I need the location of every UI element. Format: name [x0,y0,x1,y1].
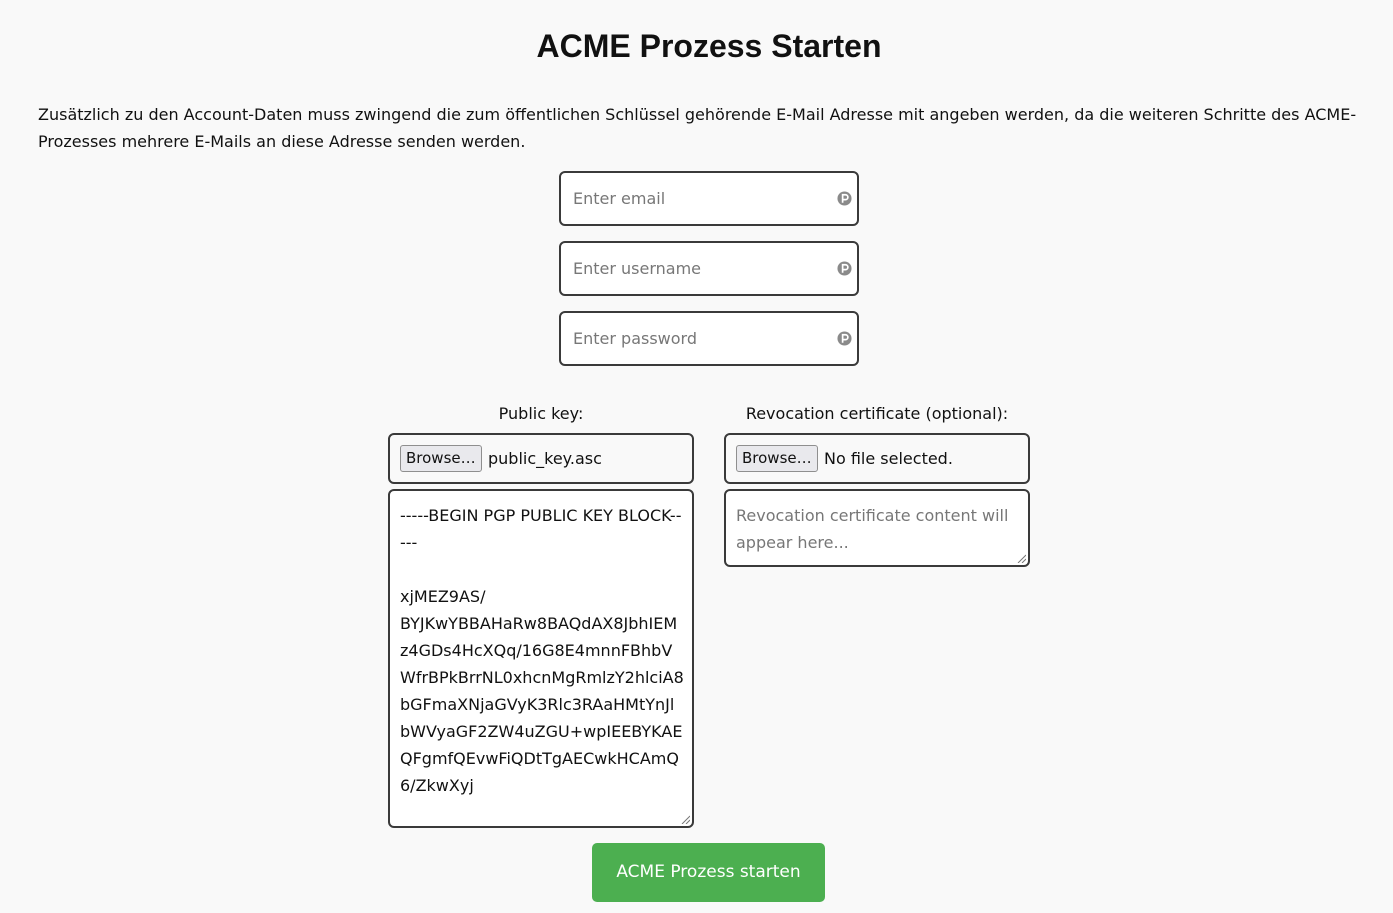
password-field[interactable] [559,311,859,366]
public-key-browse-button[interactable]: Browse… [400,445,482,472]
revocation-textarea[interactable] [724,489,1030,567]
public-key-textarea[interactable] [388,489,694,828]
revocation-file-input[interactable] [724,433,1030,484]
public-key-file-name: public_key.asc [488,449,602,468]
revocation-label: Revocation certificate (optional): [745,404,1009,423]
resize-grip-icon[interactable] [681,815,690,824]
revocation-placeholder: Revocation certificate content will appear here... [736,506,1009,552]
resize-grip-icon[interactable] [1017,554,1026,563]
revocation-file-name: No file selected. [824,449,953,468]
password-input[interactable] [573,313,823,364]
email-field[interactable] [559,171,859,226]
intro-text: Zusätzlich zu den Account-Daten muss zwingend die zum öffentlichen Schlüssel gehörende E-Mail Adresse mit angeben werden, da die weiteren Schritte des ACME-Prozesses mehrere E-Mails an diese Adresse senden werden. [38,105,1357,151]
email-input[interactable] [573,173,823,224]
revocation-browse-button[interactable]: Browse… [736,445,818,472]
start-acme-process-button[interactable]: ACME Prozess starten [592,843,825,902]
public-key-content: -----BEGIN PGP PUBLIC KEY BLOCK----- xjMEZ9AS/ BYJKwYBBAHaRw8BAQdAX8JbhIEMz4GDs4HcXQq/16G8E4mnnFBhbVWfrBPkBrrNL0xhcnMgRmlzY2hlciA8bGFmaXNjaGVyK3Rlc3RAaHMtYnJlbWVyaGF2ZW4uZGU+wpIEEBYKAEQFgmfQEvwFiQDtTgAECwkHCAmQ6/ZkwXyj [400,506,684,795]
password-manager-icon[interactable] [837,331,852,346]
page-title: ACME Prozess Starten [536,28,882,64]
public-key-file-input[interactable] [388,433,694,484]
public-key-label: Public key: [498,404,584,423]
username-input[interactable] [573,243,823,294]
username-field[interactable] [559,241,859,296]
password-manager-icon[interactable] [837,191,852,206]
password-manager-icon[interactable] [837,261,852,276]
